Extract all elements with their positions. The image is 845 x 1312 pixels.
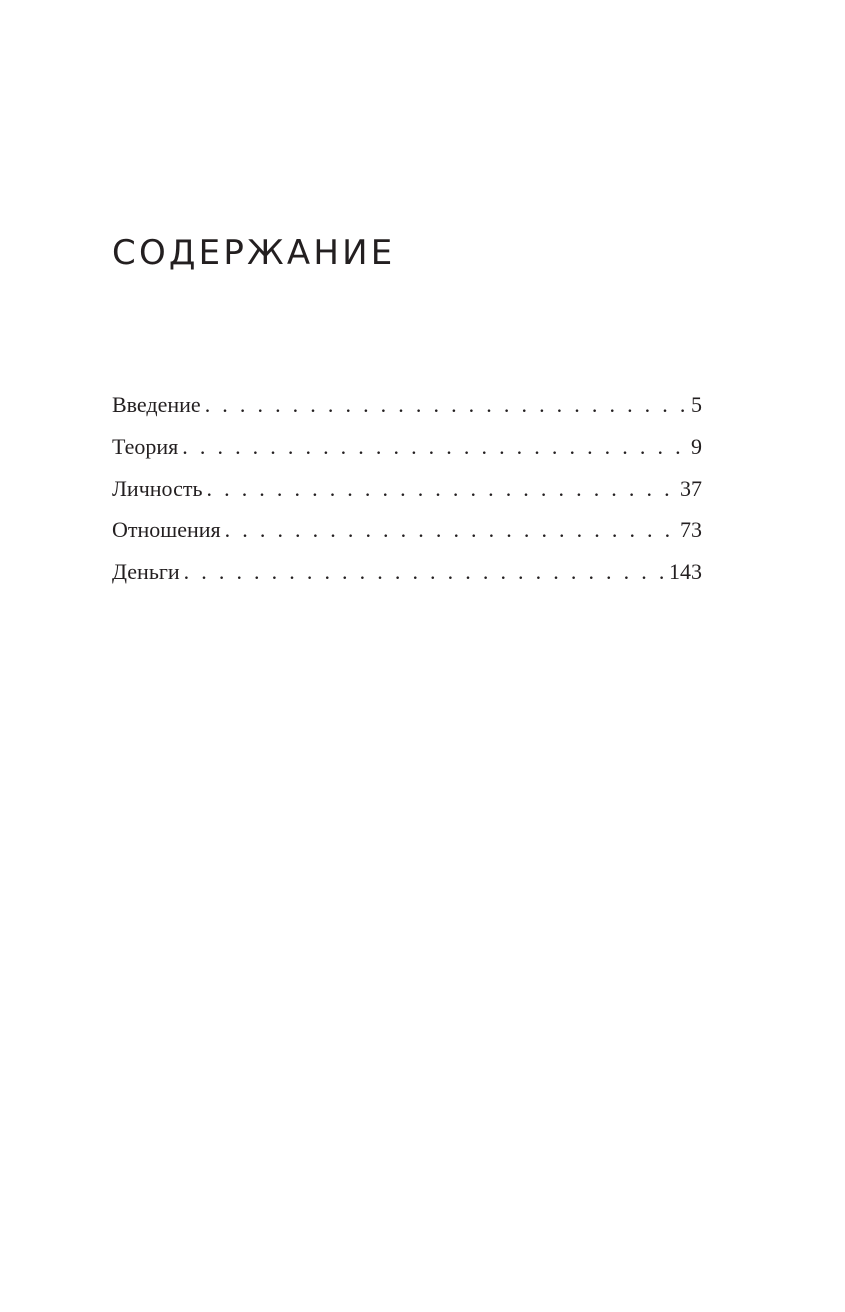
toc-entry-money[interactable] <box>112 559 702 601</box>
toc-entry-page-number: 5 <box>691 392 702 417</box>
toc-entry-relationships[interactable] <box>112 517 702 559</box>
dot-leader <box>225 517 676 543</box>
toc-entry-page-number: 37 <box>680 475 702 501</box>
toc-entry-label: Деньги <box>112 559 180 585</box>
dot-leader <box>205 392 687 418</box>
dot-leader <box>184 559 665 585</box>
toc-entry-theory[interactable] <box>112 434 702 476</box>
dot-leader <box>182 434 687 460</box>
toc-entry-personality[interactable] <box>112 476 702 518</box>
toc-entry-introduction[interactable] <box>112 392 702 434</box>
toc-entry-label: Теория <box>112 433 179 459</box>
toc-entry-label: Отношения <box>112 517 221 543</box>
toc-entry-label: Введение <box>112 392 201 417</box>
table-of-contents <box>112 392 702 601</box>
toc-entry-label: Личность <box>112 475 203 501</box>
toc-entry-page-number: 73 <box>680 517 702 543</box>
page-title: СОДЕРЖАНИЕ <box>112 233 396 273</box>
toc-entry-page-number: 143 <box>669 559 702 585</box>
dot-leader <box>207 476 677 502</box>
toc-entry-page-number: 9 <box>691 433 702 459</box>
